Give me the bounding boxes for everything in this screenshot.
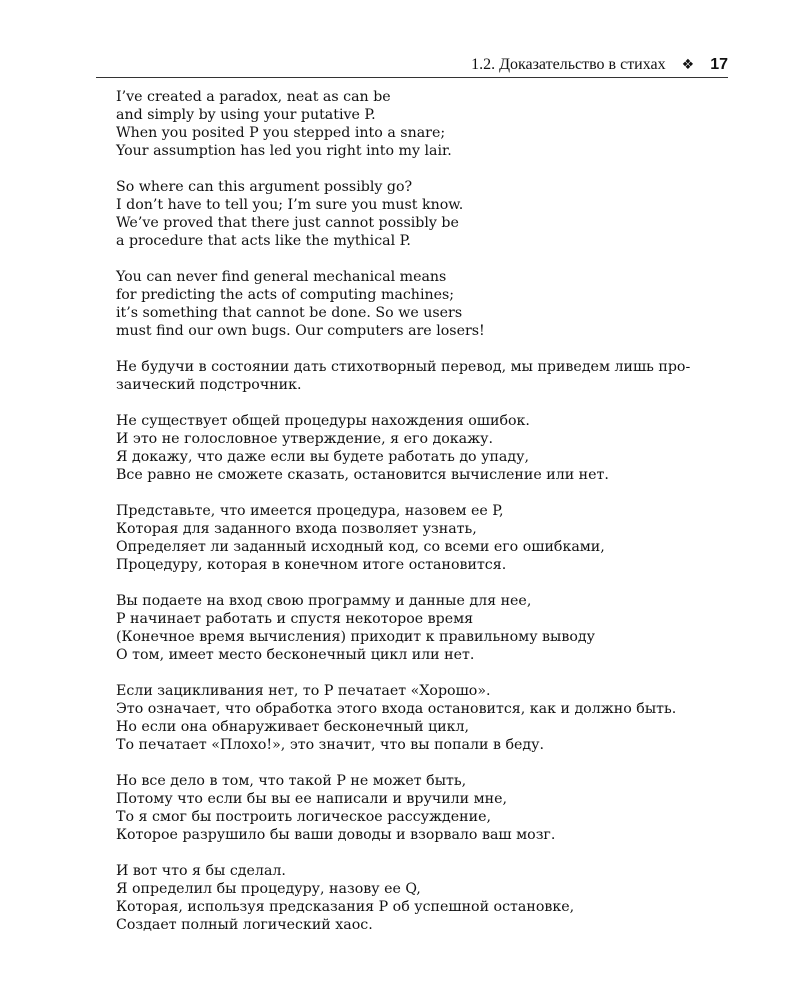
running-header — [96, 53, 728, 78]
poem-line: for predicting the acts of computing machines; — [116, 287, 455, 303]
poem-stanza-en — [116, 268, 728, 340]
poem-line: (Конечное время вычисления) приходит к правильному выводу — [116, 629, 595, 645]
poem-line: We’ve proved that there just cannot possibly be — [116, 215, 459, 231]
poem-line: Все равно не сможете сказать, остановится вычисление или нет. — [116, 467, 609, 483]
poem-line: Это означает, что обработка этого входа остановится, как и должно быть. — [116, 701, 677, 717]
poem-line: Которое разрушило бы ваши доводы и взорвало ваш мозг. — [116, 827, 556, 843]
poem-stanza-ru — [116, 862, 728, 934]
poem-line: То печатает «Плохо!», это значит, что вы попали в беду. — [116, 737, 545, 753]
poem-line: То я смог бы построить логическое рассуждение, — [116, 809, 491, 825]
poem-line: О том, имеет место бесконечный цикл или нет. — [116, 647, 475, 663]
page-body — [116, 88, 728, 952]
poem-line: Не существует общей процедуры нахождения ошибок. — [116, 413, 530, 429]
poem-line: Представьте, что имеется процедура, назовем ее P, — [116, 503, 504, 519]
poem-stanza-ru — [116, 772, 728, 844]
poem-line: it’s something that cannot be done. So we users — [116, 305, 463, 321]
poem-line: Если зацикливания нет, то P печатает «Хорошо». — [116, 683, 491, 699]
translator-note — [116, 358, 728, 394]
note-line: заический подстрочник. — [116, 377, 302, 393]
poem-line: Но если она обнаруживает бесконечный цикл, — [116, 719, 470, 735]
page-number: 17 — [710, 56, 728, 73]
poem-line: and simply by using your putative P. — [116, 107, 376, 123]
poem-line: I don’t have to tell you; I’m sure you must know. — [116, 197, 464, 213]
poem-stanza-en — [116, 178, 728, 250]
poem-line: Your assumption has led you right into my lair. — [116, 143, 452, 159]
poem-line: Которая, используя предсказания P об успешной остановке, — [116, 899, 575, 915]
poem-stanza-en — [116, 88, 728, 160]
poem-line: И это не голословное утверждение, я его докажу. — [116, 431, 494, 447]
note-line: Не будучи в состоянии дать стихотворный перевод, мы приведем лишь про- — [116, 359, 691, 375]
poem-line: Создает полный логический хаос. — [116, 917, 373, 933]
poem-line: must find our own bugs. Our computers are losers! — [116, 323, 485, 339]
poem-line: Определяет ли заданный исходный код, со всеми его ошибками, — [116, 539, 605, 555]
poem-line: И вот что я бы сделал. — [116, 863, 286, 879]
poem-stanza-ru — [116, 412, 728, 484]
poem-line: Я докажу, что даже если вы будете работать до упаду, — [116, 449, 529, 465]
poem-stanza-ru — [116, 502, 728, 574]
poem-line: So where can this argument possibly go? — [116, 179, 413, 195]
poem-line: I’ve created a paradox, neat as can be — [116, 89, 391, 105]
poem-line: When you posited P you stepped into a snare; — [116, 125, 446, 141]
poem-line: Вы подаете на вход свою программу и данные для нее, — [116, 593, 532, 609]
poem-line: You can never find general mechanical means — [116, 269, 447, 285]
fleuron-icon: ❖ — [681, 57, 695, 73]
poem-line: Но все дело в том, что такой P не может быть, — [116, 773, 467, 789]
poem-line: Потому что если бы вы ее написали и вручили мне, — [116, 791, 508, 807]
poem-stanza-ru — [116, 592, 728, 664]
poem-line: Которая для заданного входа позволяет узнать, — [116, 521, 477, 537]
section-title: 1.2. Доказательство в стихах — [471, 56, 666, 73]
poem-stanza-ru — [116, 682, 728, 754]
poem-line: P начинает работать и спустя некоторое время — [116, 611, 474, 627]
poem-line: a procedure that acts like the mythical P. — [116, 233, 411, 249]
poem-line: Я определил бы процедуру, назову ее Q, — [116, 881, 421, 897]
poem-line: Процедуру, которая в конечном итоге остановится. — [116, 557, 507, 573]
